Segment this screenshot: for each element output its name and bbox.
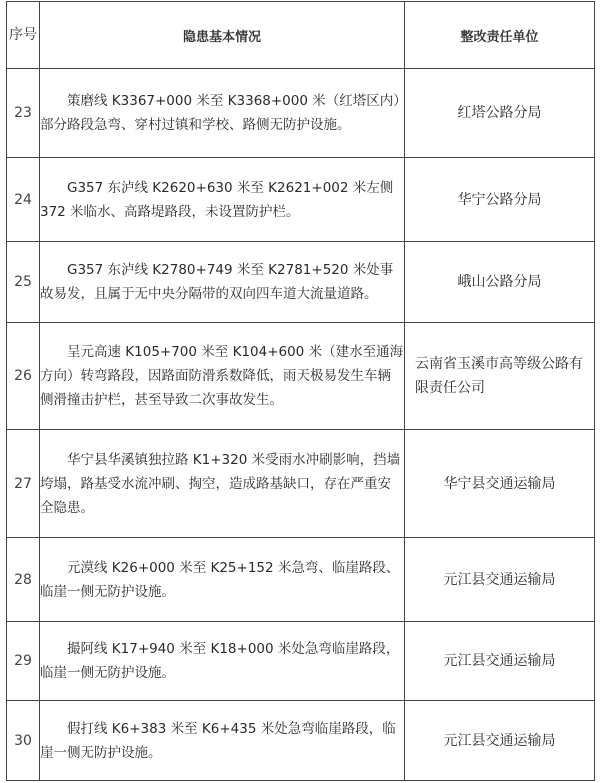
- row-description: G357 东泸线 K2620+630 米至 K2621+002 米左侧 372 米临水、高路堤路段，未设置防护栏。: [40, 179, 394, 220]
- row-responsible-unit: 峨山公路分局: [405, 242, 595, 323]
- row-description: 呈元高速 K105+700 米至 K104+600 米（建水至通海方向）转弯路段，因路面防滑系数降低，雨天极易发生车辆侧滑撞击护栏，甚至导致二次事故发生。: [40, 344, 404, 408]
- table-row: [7, 538, 595, 622]
- header-serial-number: 序号: [7, 2, 40, 69]
- row-description-cell: [40, 69, 405, 158]
- table-row: [7, 622, 595, 701]
- table-row: [7, 69, 595, 158]
- row-description: 假打线 K6+383 米至 K6+435 米处急弯临崖路段，临崖一侧无防护设施。: [40, 720, 396, 761]
- row-description-cell: [40, 158, 405, 242]
- row-number: 25: [7, 242, 40, 323]
- row-description: 撮阿线 K17+940 米至 K18+000 米处急弯临崖路段，临崖一侧无防护设施。: [40, 641, 400, 681]
- row-description-cell: [40, 538, 405, 622]
- header-row: [7, 2, 595, 69]
- row-responsible-unit: 华宁公路分局: [405, 158, 595, 242]
- row-description: 华宁县华溪镇独拉路 K1+320 米受雨水冲刷影响，挡墙垮塌，路基受水流冲刷、掏空，造成路基缺口，存在严重安全隐患。: [40, 451, 401, 516]
- table-header: [7, 2, 595, 69]
- row-number: 23: [7, 69, 40, 158]
- table-row: [7, 430, 595, 538]
- row-number: 26: [7, 323, 40, 430]
- row-responsible-unit: 元江县交通运输局: [405, 538, 595, 622]
- row-description-cell: [40, 622, 405, 701]
- table-row: [7, 158, 595, 242]
- header-hazard-description: 隐患基本情况: [40, 2, 405, 69]
- row-responsible-unit: 元江县交通运输局: [405, 701, 595, 781]
- row-responsible-unit: 元江县交通运输局: [405, 622, 595, 701]
- table-row: [7, 242, 595, 323]
- row-number: 30: [7, 701, 40, 781]
- row-description-cell: [40, 430, 405, 538]
- row-description-cell: [40, 701, 405, 781]
- row-description-cell: [40, 242, 405, 323]
- hazard-table: [6, 1, 595, 781]
- header-responsible-unit: 整改责任单位: [405, 2, 595, 69]
- table-body: [7, 69, 595, 781]
- row-description-cell: [40, 323, 405, 430]
- row-number: 28: [7, 538, 40, 622]
- row-responsible-unit: 云南省玉溪市高等级公路有限责任公司: [405, 323, 595, 430]
- row-number: 29: [7, 622, 40, 701]
- row-number: 27: [7, 430, 40, 538]
- row-number: 24: [7, 158, 40, 242]
- row-responsible-unit: 红塔公路分局: [405, 69, 595, 158]
- row-description: 策磨线 K3367+000 米至 K3368+000 米（红塔区内）部分路段急弯、穿村过镇和学校、路侧无防护设施。: [40, 93, 400, 133]
- row-description: 元漠线 K26+000 米至 K25+152 米急弯、临崖路段、临崖一侧无防护设施。: [40, 559, 400, 600]
- row-responsible-unit: 华宁县交通运输局: [405, 430, 595, 538]
- table-row: [7, 701, 595, 781]
- table-row: [7, 323, 595, 430]
- row-description: G357 东泸线 K2780+749 米至 K2781+520 米处事故易发，且属于无中央分隔带的双向四车道大流量道路。: [40, 262, 394, 302]
